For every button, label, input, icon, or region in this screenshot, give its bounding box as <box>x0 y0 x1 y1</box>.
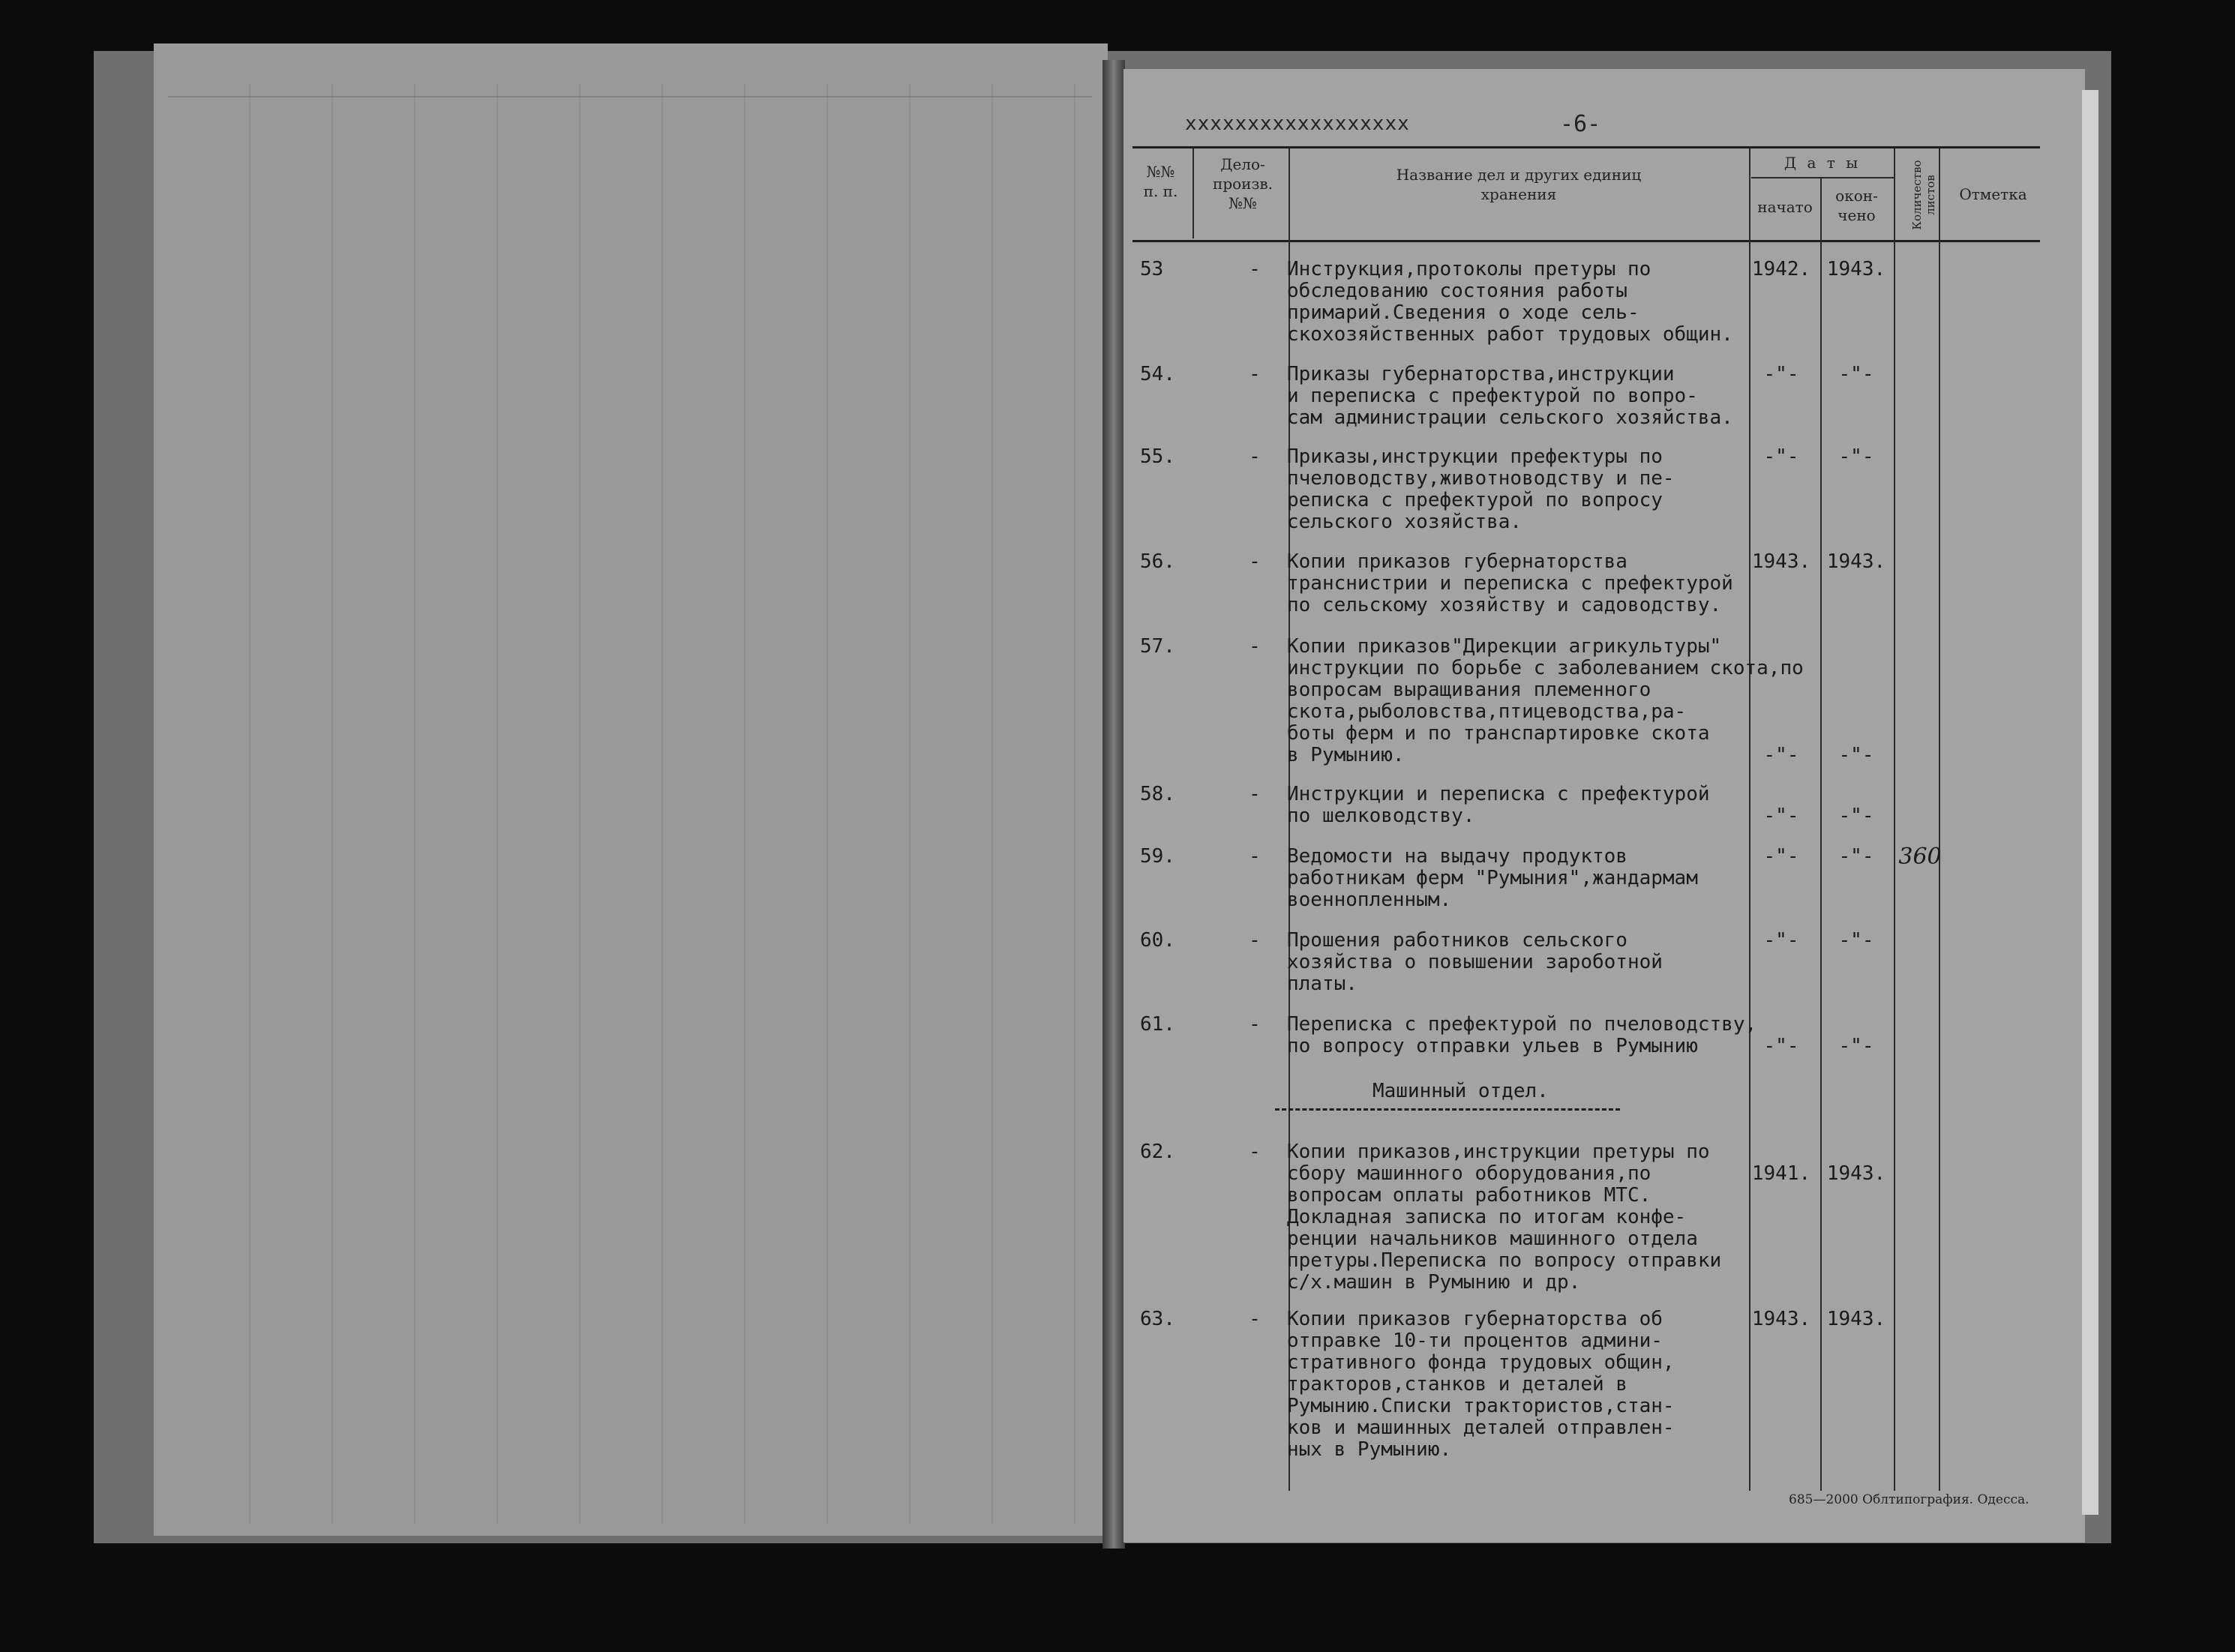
row-doc-number: - <box>1249 1013 1261 1036</box>
row-number: 56. <box>1140 550 1175 573</box>
row-end-date: -"- <box>1838 445 1874 468</box>
row-number: 60. <box>1140 929 1175 952</box>
column-header-end: окон- чено <box>1835 187 1878 224</box>
dates-divider <box>1751 177 1894 178</box>
column-rule <box>1939 148 1940 1491</box>
row-end-date: -"- <box>1838 1035 1874 1057</box>
section-title: Машинный отдел. <box>1372 1080 1549 1102</box>
row-title: Ведомости на выдачу продуктов работникам ферм "Румыния",жандармам военнопленным. <box>1287 845 1698 911</box>
row-title: Копии приказов губернаторства транснистрии и переписка с префектурой по сельскому хозяйству и садоводству. <box>1287 550 1733 616</box>
row-end-date: 1943. <box>1826 258 1886 280</box>
row-end-date: 1943. <box>1826 550 1886 573</box>
row-start-date: 1941. <box>1751 1162 1811 1185</box>
column-header-sheets: Количество листов <box>1910 160 1937 230</box>
row-number: 61. <box>1140 1013 1175 1036</box>
printer-imprint: 685—2000 Облтипография. Одесса. <box>1789 1492 2030 1507</box>
row-start-date: 1942. <box>1751 258 1811 280</box>
row-doc-number: - <box>1249 363 1261 385</box>
row-doc-number: - <box>1249 1308 1261 1330</box>
row-number: 53 <box>1140 258 1164 280</box>
row-number: 58. <box>1140 783 1175 805</box>
row-title: Копии приказов,инструкции претуры по сбору машинного оборудования,по вопросам оплаты работников МТС. Докладная записка по итогам конфе- ренции начальников машинного отдела претуры.Переписка по вопросу отправки с/х.машин в Румынию и др. <box>1287 1141 1722 1294</box>
row-doc-number: - <box>1249 845 1261 868</box>
row-number: 62. <box>1140 1141 1175 1163</box>
row-doc-number: - <box>1249 1141 1261 1163</box>
row-end-date: 1943. <box>1826 1308 1886 1330</box>
column-rule <box>1894 148 1895 1491</box>
row-start-date: -"- <box>1763 929 1799 952</box>
column-header-doc-number: Дело- произв. №№ <box>1212 155 1274 212</box>
row-number: 59. <box>1140 845 1175 868</box>
row-sheet-count: 360 <box>1898 844 1942 870</box>
row-title: Инструкция,протоколы претуры по обследованию состояния работы примарий.Сведения о ходе сель- скохозяйственных работ трудовых общин. <box>1287 258 1733 346</box>
row-start-date: 1943. <box>1751 550 1811 573</box>
row-doc-number: - <box>1249 550 1261 573</box>
row-start-date: -"- <box>1763 445 1799 468</box>
page-number: -6- <box>1560 111 1601 137</box>
row-doc-number: - <box>1249 783 1261 805</box>
table-header <box>1132 146 2040 242</box>
row-number: 55. <box>1140 445 1175 468</box>
row-start-date: -"- <box>1763 805 1799 827</box>
row-end-date: -"- <box>1838 805 1874 827</box>
row-start-date: 1943. <box>1751 1308 1811 1330</box>
row-start-date: -"- <box>1763 744 1799 766</box>
row-end-date: 1943. <box>1826 1162 1886 1185</box>
book-spine <box>1102 60 1125 1549</box>
row-start-date: -"- <box>1763 845 1799 868</box>
row-end-date: -"- <box>1838 929 1874 952</box>
department-heading: хххххххххххххххххх <box>1185 112 1410 135</box>
row-title: Копии приказов губернаторства об отправке 10-ти процентов админи- стративного фонда трудовых общин, тракторов,станков и деталей в Румынию.Списки трактористов,стан- ков и машинных деталей отправлен- ных в Румынию. <box>1287 1308 1675 1461</box>
row-number: 57. <box>1140 635 1175 658</box>
section-underline <box>1275 1108 1620 1111</box>
row-end-date: -"- <box>1838 363 1874 385</box>
row-doc-number: - <box>1249 635 1261 658</box>
row-number: 63. <box>1140 1308 1175 1330</box>
left-page-top-rule <box>168 84 1092 97</box>
row-title: Копии приказов"Дирекции агрикультуры" инструкции по борьбе с заболеванием скота,по вопросам выращивания племенного скота,рыболовства,птицеводства,ра- боты ферм и по транспартировке скота в Румынию. <box>1287 635 1804 766</box>
row-doc-number: - <box>1249 258 1261 280</box>
column-rule <box>1192 148 1194 238</box>
row-start-date: -"- <box>1763 1035 1799 1057</box>
row-title: Инструкции и переписка с префектурой по шелководству. <box>1287 783 1710 827</box>
row-doc-number: - <box>1249 445 1261 468</box>
row-doc-number: - <box>1249 929 1261 952</box>
row-start-date: -"- <box>1763 363 1799 385</box>
row-title: Приказы губернаторства,инструкции и переписка с префектурой по вопро- сам администрации сельского хозяйства. <box>1287 363 1733 429</box>
left-page-ruled-area <box>168 84 1092 1524</box>
column-header-dates: Д а т ы <box>1784 154 1862 172</box>
column-header-number: №№ п. п. <box>1143 163 1178 200</box>
column-header-title: Название дел и других единиц хранения <box>1396 166 1642 203</box>
row-end-date: -"- <box>1838 744 1874 766</box>
page-edge <box>2082 90 2098 1515</box>
row-title: Приказы,инструкции префектуры по пчеловодству,животноводству и пе- реписка с префектурой по вопросу сельского хозяйства. <box>1287 445 1675 533</box>
row-number: 54. <box>1140 363 1175 385</box>
row-title: Переписка с префектурой по пчеловодству, по вопросу отправки ульев в Румынию <box>1287 1013 1757 1057</box>
row-title: Прошения работников сельского хозяйства о повышении зароботной платы. <box>1287 929 1663 995</box>
column-header-start: начато <box>1757 198 1813 216</box>
column-header-note: Отметка <box>1959 185 2027 203</box>
row-end-date: -"- <box>1838 845 1874 868</box>
